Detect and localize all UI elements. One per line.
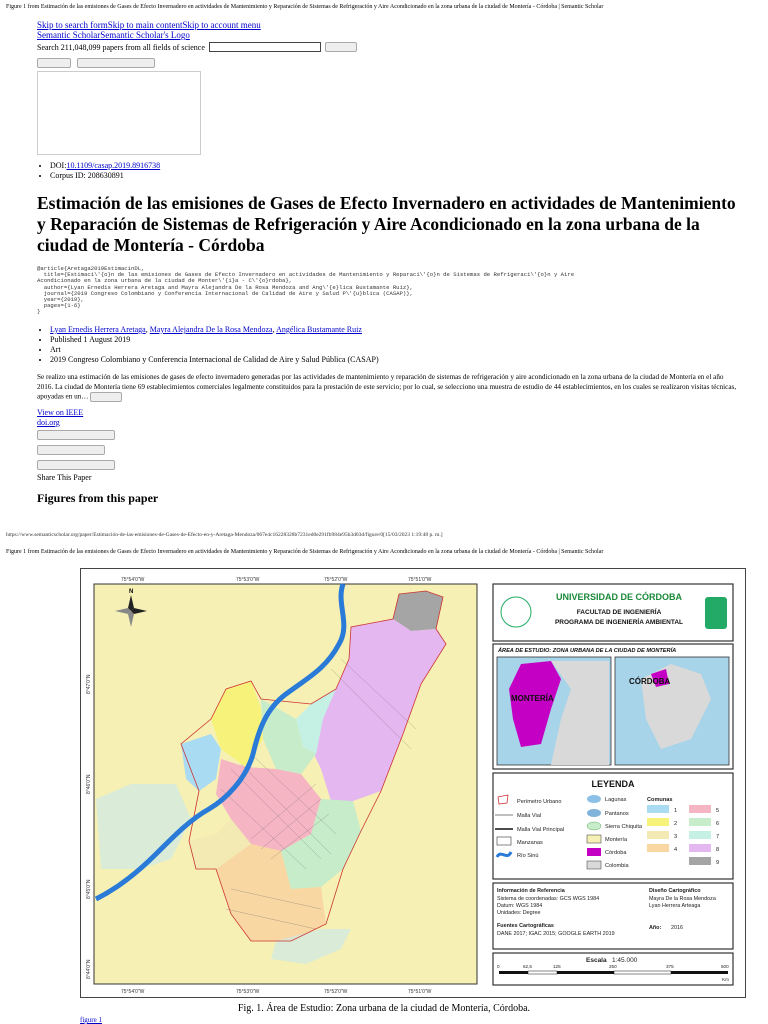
scale-tick: 0 (497, 964, 500, 969)
legend-swatch (587, 795, 601, 803)
bibtex-citation: @article{Aretaga2019EstimacinDL, title={Estimaci\'{o}n de las emisiones de Gases de Efecto Invernadero en actividades de Mantenimiento y Reparaci\'{o}n de Sistemas de Refrigeraci\'{o}n y Aire Acondicionado en la zona urbana de la ciudad de Monter\'{i}a - C\'{o}rdoba}, author={Lyan Ernedis Herrera Aretaga and Mayra Alejandra De la Rosa Mendoza and Ang\'{e}lica Bustamante Ruiz}, journal={2019 Congreso Colombiano y Conferencia Internacional de Calidad de Aire y Salud P\'{u}blica (CASAP)}, year={2019}, pages={1-6} } (37, 265, 575, 316)
legend-label: Malla Vial Principal (517, 827, 565, 833)
design-line: Mayra De la Rosa Mendoza (649, 896, 716, 902)
comuna-swatch (689, 805, 711, 813)
lon-tick: 75°54'0"W (121, 577, 145, 583)
monteria-label: MONTERÍA (511, 694, 554, 703)
published-date: • Published 1 August 2019 (50, 335, 379, 345)
lon-tick: 75°53'0"W (236, 577, 260, 583)
institution-panel (493, 584, 733, 641)
lat-ticks (86, 674, 92, 979)
toolbar-button-1[interactable] (37, 58, 71, 68)
university-logo-icon (705, 597, 727, 629)
scale-tick: 500 (721, 964, 729, 969)
legend-label: Colombia (605, 863, 629, 869)
comuna-label: 6 (716, 821, 720, 827)
page-header: Figure 1 from Estimación de las emisiones de Gases de Efecto Invernadero en actividades de Mantenimiento y Reparación de Sistemas de Refrigeración y Aire Acondicionado en la zona urbana de la ciudad de Montería - Córdoba | Semantic Scholar (6, 4, 604, 10)
info-line: Sistema de coordenadas: GCS WGS 1984 (497, 896, 600, 902)
scale-tick: 125 (553, 964, 561, 969)
legend-swatch (587, 822, 601, 830)
search-label: Search 211,048,099 papers from all fields of science (37, 42, 205, 52)
lon-tick: 75°54'0"W (121, 989, 145, 995)
skip-links (37, 20, 261, 40)
abstract (37, 373, 737, 402)
toolbar-button-2[interactable] (77, 58, 155, 68)
search-input[interactable] (209, 42, 321, 52)
legend-label: Montería (605, 837, 628, 843)
legend-label: Sierra Chiquita (605, 824, 642, 830)
paper-title: Estimación de las emisiones de Gases de Efecto Invernadero en actividades de Mantenimiento y Reparación de Sistemas de Refrigeración y Aire Acondicionado en la zona urbana de la ciudad de Montería - Córdoba (37, 193, 736, 255)
info-title: Información de Referencia (497, 888, 565, 894)
author-link[interactable]: Lyan Ernedis Herrera Aretaga (50, 325, 146, 334)
authors-item: • Lyan Ernedis Herrera Aretaga, Mayra Alejandra De la Rosa Mendoza, Angélica Bustamante Ruiz (50, 325, 379, 335)
legend-swatch (587, 809, 601, 817)
paper-thumbnail (37, 71, 201, 155)
search-bar (37, 42, 357, 52)
figures-heading: Figures from this paper (37, 491, 159, 505)
abstract-text: Se realizo una estimación de las emisiones de gases de efecto invernadero generadas por las actividades de mantenimiento y reparación de sistemas de refrigeración y aire acondicionado en la zona urbana de la ciudad de Montería en el año 2016. La ciudad de Montería tiene 69 establecimientos comerciales legalmente constituidos para la prestación de este servicio; por lo cual, se selecciono una muestra de estudio de 44 establecimientos, en los cuales se realizaron visitas técnicas, apoyadas en un… (37, 373, 737, 401)
info-line: Datum: WGS 1984 (497, 903, 543, 909)
page-header-repeat: Figure 1 from Estimación de las emisiones de Gases de Efecto Invernadero en actividades de Mantenimiento y Reparación de Sistemas de Refrigeración y Aire Acondicionado en la zona urbana de la ciudad de Montería - Córdoba | Semantic Scholar (6, 549, 604, 555)
lon-tick: 75°51'0"W (408, 577, 432, 583)
action-button-1[interactable] (37, 430, 115, 440)
north-label: N (129, 589, 134, 595)
comuna-swatch (689, 831, 711, 839)
action-button-3[interactable] (37, 460, 115, 470)
program-name: PROGRAMA DE INGENIERÍA AMBIENTAL (554, 619, 684, 626)
legend-title: LEYENDA (591, 779, 635, 789)
skip-to-account-link[interactable]: Skip to account menu (182, 20, 261, 30)
search-button[interactable] (325, 42, 357, 52)
lat-tick: 8°46'0"N (86, 774, 92, 794)
legend-label: Córdoba (605, 850, 627, 856)
scale-bar (499, 971, 728, 974)
comuna-label: 8 (716, 847, 720, 853)
legend-label: Malla Vial (517, 813, 542, 819)
external-links (37, 408, 83, 428)
comuna-swatch (647, 831, 669, 839)
comuna-swatch (689, 818, 711, 826)
year-label: Año: (649, 925, 662, 931)
action-button-2[interactable] (37, 445, 105, 455)
scale-value: 1:45.000 (612, 957, 638, 964)
lon-tick: 75°51'0"W (408, 989, 432, 995)
comunas-title: Comunas (647, 797, 673, 803)
legend-swatch (587, 835, 601, 843)
doi-org-link[interactable]: doi.org (37, 418, 60, 427)
design-line: Lyan Herrera Arteaga (649, 903, 701, 909)
comuna-label: 4 (674, 847, 678, 853)
legend-label: Río Sinú (517, 853, 539, 859)
action-buttons (37, 430, 115, 470)
map-svg (81, 569, 745, 997)
doi-label: DOI: (50, 161, 67, 170)
comuna-swatch (689, 844, 711, 852)
scale-tick: 375 (666, 964, 674, 969)
lon-tick: 75°52'0"W (324, 577, 348, 583)
print-url: https://www.semanticscholar.org/paper/Estimación-de-las-emisiones-de-Gases-de-Efecto-en-y-Aretaga-Mendoza/067e4c16228328b7231ed0e291fb984e95b3d03d/figure/0[15/03/2023 1:19:48 p. m.] (6, 532, 443, 538)
author-link[interactable]: Mayra Alejandra De la Rosa Mendoza (149, 325, 273, 334)
reference-panel (493, 883, 733, 949)
legend-swatch (587, 848, 601, 856)
view-on-ieee-link[interactable]: View on IEEE (37, 408, 84, 417)
paper-identifiers (30, 161, 160, 181)
colombia-seal-icon (501, 597, 531, 627)
paper-meta (30, 325, 379, 365)
scale-panel (493, 953, 733, 985)
lon-tick: 75°52'0"W (324, 989, 348, 995)
toolbar (37, 58, 155, 68)
comuna-label: 9 (716, 860, 720, 866)
cordoba-label: CÓRDOBA (629, 677, 671, 686)
logo-link[interactable]: Semantic Scholar's Logo (100, 30, 190, 40)
sources-title: Fuentes Cartográficas (497, 923, 554, 929)
study-area-title: ÁREA DE ESTUDIO: ZONA URBANA DE LA CIUDAD DE MONTERÍA (498, 648, 677, 654)
scale-label: Escala (586, 957, 607, 964)
scale-tick: 62,5 (523, 964, 532, 969)
lon-tick: 75°53'0"W (236, 989, 260, 995)
author-link[interactable]: Angélica Bustamante Ruiz (276, 325, 362, 334)
comuna-label: 1 (674, 808, 678, 814)
design-title: Diseño Cartográfico (649, 888, 701, 894)
figure-link[interactable]: figure 1 (80, 1016, 102, 1024)
figure-map (80, 568, 746, 998)
legend-swatch (497, 837, 511, 845)
faculty-name: FACULTAD DE INGENIERÍA (576, 609, 662, 616)
skip-to-search-link[interactable]: Skip to search form (37, 20, 108, 30)
comuna-label: 5 (716, 808, 720, 814)
scale-tick: 250 (609, 964, 617, 969)
corpus-id: • Corpus ID: 208630891 (50, 171, 160, 181)
legend-label: Pantanos (605, 811, 629, 817)
year-value: 2016 (671, 925, 683, 931)
comuna-swatch (647, 844, 669, 852)
legend-label: Manzanas (517, 840, 543, 846)
university-name: UNIVERSIDAD DE CÓRDOBA (555, 592, 683, 602)
lat-tick: 8°44'0"N (86, 959, 92, 979)
legend-swatch (587, 861, 601, 869)
skip-to-main-link[interactable]: Skip to main content (107, 20, 183, 30)
field-of-study: • Art (50, 345, 379, 355)
lat-tick: 8°47'0"N (86, 674, 92, 694)
expand-abstract-button[interactable] (90, 392, 122, 402)
study-area-panel (493, 644, 733, 769)
legend-panel (493, 773, 733, 879)
sources-text: DANE 2017; IGAC 2015; GOOGLE EARTH 2019 (497, 931, 615, 937)
semantic-scholar-link[interactable]: Semantic Scholar (37, 30, 101, 40)
lat-tick: 8°45'0"N (86, 879, 92, 899)
comuna-swatch (647, 818, 669, 826)
legend-label: Lagunas (605, 797, 627, 803)
comuna-label: 2 (674, 821, 678, 827)
legend-label: Perímetro Urbano (517, 799, 562, 805)
figure-caption: Fig. 1. Área de Estudio: Zona urbana de la ciudad de Montería, Córdoba. (237, 1003, 531, 1014)
doi-link[interactable]: 10.1109/casap.2019.8916738 (66, 161, 161, 170)
scale-unit: Km (722, 977, 729, 982)
comuna-label: 7 (716, 834, 720, 840)
share-label: Share This Paper (37, 473, 92, 482)
comuna-swatch (689, 857, 711, 865)
venue: • 2019 Congreso Colombiano y Conferencia Internacional de Calidad de Aire y Salud Pública (CASAP) (50, 355, 379, 365)
info-line: Unidades: Degree (497, 910, 541, 916)
comuna-label: 3 (674, 834, 678, 840)
comuna-swatch (647, 805, 669, 813)
